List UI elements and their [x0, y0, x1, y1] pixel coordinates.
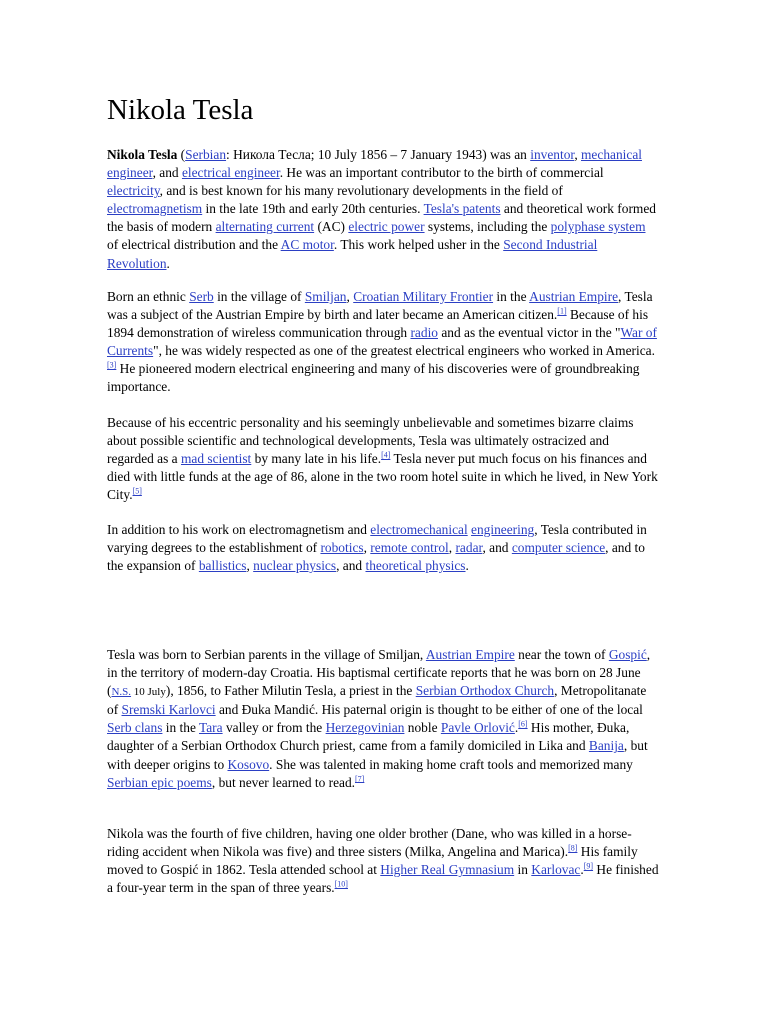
link-herzegovinian[interactable]: Herzegovinian [325, 720, 405, 736]
text-run: . [514, 720, 519, 736]
paragraph [107, 414, 659, 504]
link-new-style[interactable]: N.S. [111, 686, 132, 699]
page-title: Nikola Tesla [107, 94, 254, 126]
text-run: Tesla never put much focus on his finances and died with little funds at the age of 86, alone in the two room hotel suite in which he lived, in New York City. [107, 451, 658, 503]
link-serbian-epic-poems[interactable]: Serbian epic poems [107, 774, 212, 790]
text-run: in the village of [213, 289, 305, 304]
ref-4[interactable]: [4] [381, 450, 391, 460]
link-ac-motor[interactable]: AC motor [280, 237, 334, 253]
link-electromechanical[interactable]: electromechanical [370, 522, 468, 537]
text-run: . This work helped usher in the [333, 237, 504, 253]
text-run: , and to the expansion of [107, 540, 645, 574]
text-run: He finished a four-year term in the span of three years. [107, 862, 659, 896]
citation [557, 307, 566, 316]
link-croatian-military-frontier[interactable]: Croatian Military Frontier [353, 289, 494, 304]
link-gospic[interactable]: Gospić [608, 647, 647, 662]
paragraph [107, 146, 659, 273]
text-run: His mother, Đuka, daughter of a Serbian Orthodox Church priest, came from a family domiciled in Lika and [107, 720, 630, 754]
link-tara[interactable]: Tara [199, 720, 223, 736]
text-run: , in the territory of modern-day Croatia. His baptismal certificate reports that he was born on 28 June ( [107, 647, 651, 699]
link-serbian-orthodox-church[interactable]: Serbian Orthodox Church [415, 683, 555, 699]
text-run: . He was an important contributor to the birth of commercial [279, 165, 604, 181]
text-run: , and [482, 540, 512, 556]
text-run: , [574, 147, 582, 162]
link-computer-science[interactable]: computer science [511, 540, 606, 556]
text-run: ), 1856, to Father Milutin Tesla, a priest in the [165, 683, 416, 699]
text-run: In addition to his work on electromagnetism and [107, 522, 371, 537]
text-run: Nikola was the fourth of five children, having one older brother (Dane, who was killed in a horse-riding accident when Nikola was five) and three sisters (Milka, Angelina and Marica). [107, 826, 632, 860]
text-run: . [166, 255, 170, 271]
link-remote-control[interactable]: remote control [370, 540, 449, 556]
ref-8[interactable]: [8] [568, 843, 578, 853]
text-run: of electrical distribution and the [107, 237, 281, 253]
link-engineering[interactable]: engineering [471, 522, 535, 537]
link-robotics[interactable]: robotics [320, 540, 364, 556]
link-polyphase-system[interactable]: polyphase system [550, 219, 646, 235]
text-run: and as the eventual victor in the " [437, 325, 621, 341]
text-run: ( [177, 147, 186, 162]
citation [133, 487, 142, 496]
text-run: . [580, 862, 584, 878]
text-run: , [346, 289, 354, 304]
paragraph [107, 288, 659, 397]
link-serb-clans[interactable]: Serb clans [107, 720, 163, 736]
text-run: , [448, 540, 456, 556]
subject-name: Nikola Tesla [107, 147, 178, 162]
text-run: systems, including the [424, 219, 551, 235]
link-teslas-patents[interactable]: Tesla's patents [423, 201, 501, 217]
link-radar[interactable]: radar [455, 540, 483, 556]
text-run: Because of his eccentric personality and his seemingly unbelievable and sometimes bizarre claims about possible scientific and technological developments, Tesla was ultimately ostracized and regarded as a [107, 415, 634, 467]
link-war-of-currents[interactable]: War of Currents [107, 325, 657, 359]
link-nuclear-physics[interactable]: nuclear physics [253, 558, 337, 574]
date-note: 10 July [131, 686, 166, 699]
paragraph [107, 825, 659, 897]
paragraph [107, 646, 659, 792]
link-alternating-current[interactable]: alternating current [215, 219, 315, 235]
text-run: , [363, 540, 371, 556]
link-sremski-karlovci[interactable]: Sremski Karlovci [121, 702, 216, 718]
text-run: : Никола Тесла; 10 July 1856 – 7 January 1943) was an [226, 147, 531, 162]
citation [335, 880, 348, 889]
ref-1[interactable]: [1] [557, 306, 567, 316]
ref-7[interactable]: [7] [355, 774, 365, 784]
link-second-industrial-revolution[interactable]: Second Industrial Revolution [107, 237, 598, 271]
link-theoretical-physics[interactable]: theoretical physics [365, 558, 466, 574]
text-run: Because of his 1894 demonstration of wireless communication through [107, 307, 649, 341]
text-run: noble [404, 720, 441, 736]
link-austrian-empire-2[interactable]: Austrian Empire [425, 647, 515, 662]
link-serbian[interactable]: Serbian [185, 147, 227, 162]
link-electricity[interactable]: electricity [107, 183, 160, 199]
citation [381, 451, 390, 460]
paragraph [107, 521, 659, 575]
text-run: , Tesla contributed in varying degrees to the establishment of [107, 522, 647, 556]
link-banija[interactable]: Banija [588, 738, 624, 754]
text-run: near the town of [514, 647, 609, 662]
link-higher-real-gymnasium[interactable]: Higher Real Gymnasium [380, 862, 515, 878]
text-run: , but never learned to read. [211, 774, 356, 790]
link-smiljan[interactable]: Smiljan [304, 289, 347, 304]
text-run: Born an ethnic [107, 289, 190, 304]
ref-5[interactable]: [5] [132, 486, 142, 496]
text-run: , Tesla was a subject of the Austrian Empire by birth and later became an American citizen. [107, 289, 653, 323]
text-run: Tesla was born to Serbian parents in the village of Smiljan, [107, 647, 426, 662]
text-run: (AC) [314, 219, 349, 235]
text-run: by many late in his life. [251, 451, 382, 467]
text-run: , and [336, 558, 366, 574]
text-run: , Metropolitanate of [107, 683, 647, 718]
text-run: and theoretical work formed the basis of modern [107, 201, 656, 235]
text-run: in the [493, 289, 530, 304]
citation [355, 774, 364, 783]
link-mad-scientist[interactable]: mad scientist [180, 451, 252, 467]
ref-6[interactable]: [6] [518, 719, 528, 729]
citation [107, 361, 116, 370]
link-pavle-orlovic[interactable]: Pavle Orlović [440, 720, 515, 736]
text-run: in [514, 862, 532, 878]
link-inventor[interactable]: inventor [530, 147, 575, 162]
link-radio[interactable]: radio [410, 325, 438, 341]
link-kosovo[interactable]: Kosovo [227, 756, 270, 772]
text-run: , [246, 558, 254, 574]
link-austrian-empire[interactable]: Austrian Empire [529, 289, 619, 304]
link-mechanical-engineer[interactable]: mechanical engineer [107, 147, 642, 181]
text-run: His family moved to Gospić in 1862. Tesla attended school at [107, 844, 638, 878]
text-run: in the [162, 720, 199, 736]
ref-9[interactable]: [9] [583, 861, 594, 871]
link-ballistics[interactable]: ballistics [198, 558, 247, 574]
ref-3[interactable]: [3] [107, 360, 117, 370]
text-run: , but with deeper origins to [107, 738, 648, 772]
text-run: and Đuka Mandić. His paternal origin is thought to be either of one of the local [215, 702, 643, 718]
text-run: , and is best known for his many revolutionary developments in the field of [159, 183, 563, 199]
text-run: . She was talented in making home craft tools and memorized many [269, 756, 633, 772]
citation [584, 862, 593, 871]
link-karlovac[interactable]: Karlovac [531, 862, 581, 878]
ref-10[interactable]: [10] [334, 879, 348, 889]
text-run: He pioneered modern electrical engineering and many of his discoveries were of groundbreaking importance. [107, 361, 640, 395]
link-electromagnetism[interactable]: electromagnetism [107, 201, 203, 217]
link-electric-power[interactable]: electric power [348, 219, 425, 235]
link-serb[interactable]: Serb [189, 289, 214, 304]
text-run: ", he was widely respected as one of the greatest electrical engineers who worked in America. [153, 343, 655, 359]
text-run: . [465, 558, 469, 574]
citation [518, 720, 527, 729]
link-electrical-engineer[interactable]: electrical engineer [181, 165, 280, 181]
text-run: in the late 19th and early 20th centuries. [202, 201, 424, 217]
text-run: valley or from the [222, 720, 326, 736]
text-run: , and [152, 165, 182, 181]
